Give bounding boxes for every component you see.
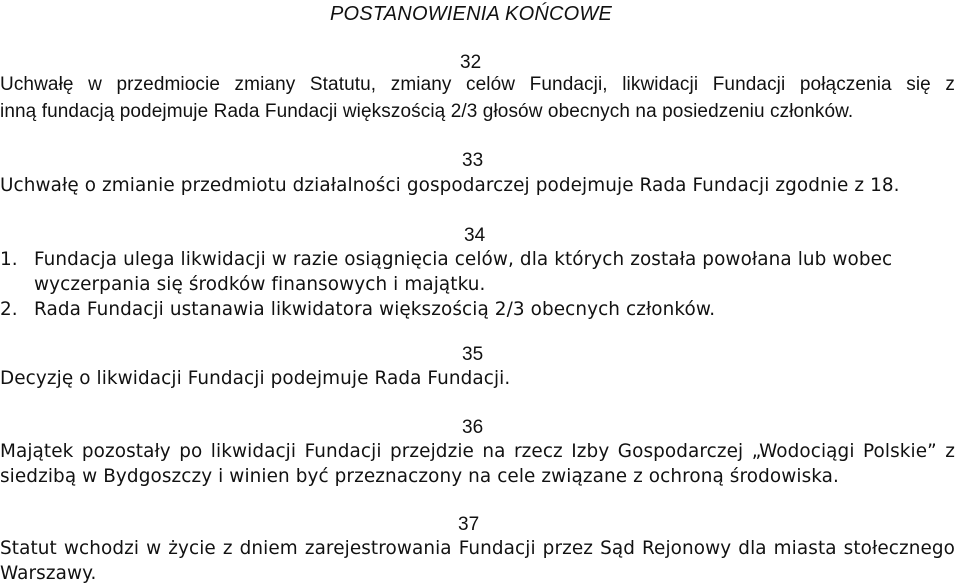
list-item-2-text: Rada Fundacji ustanawia likwidatora większością 2/3 obecnych członków. — [34, 299, 716, 320]
paragraph-number-32: 32 — [460, 52, 482, 73]
paragraph-number-36: 36 — [462, 417, 484, 438]
list-item-1-text: Fundacja ulega likwidacji w razie osiągnięcia celów, dla których została powołana lub wobec — [34, 249, 893, 270]
paragraph-33-line-1: Uchwałę o zmianie przedmiotu działalności gospodarczej podejmuje Rada Fundacji zgodnie z 18. — [0, 175, 900, 196]
paragraph-number-37: 37 — [458, 514, 480, 535]
list-item-1 — [0, 249, 955, 270]
paragraph-32-line-1: Uchwałę w przedmiocie zmiany Statutu, zmiany celów Fundacji, likwidacji Fundacji połączenia się z — [0, 74, 955, 95]
paragraph-number-35: 35 — [462, 344, 484, 365]
list-item-1-number: 1. — [0, 249, 18, 270]
paragraph-35-line-1: Decyzję o likwidacji Fundacji podejmuje Rada Fundacji. — [0, 368, 511, 389]
paragraph-number-34: 34 — [464, 225, 486, 246]
paragraph-37-line-1: Statut wchodzi w życie z dniem zarejestrowania Fundacji przez Sąd Rejonowy dla miasta stołecznego — [0, 538, 955, 559]
paragraph-32-line-2: inną fundacją podejmuje Rada Fundacji większością 2/3 głosów obecnych na posiedzeniu członków. — [0, 101, 854, 122]
paragraph-36-line-2: siedzibą w Bydgoszczy i winien być przeznaczony na cele związane z ochroną środowiska. — [0, 466, 839, 487]
list-item-1-continuation: wyczerpania się środków finansowych i majątku. — [34, 274, 486, 295]
paragraph-37-line-2: Warszawy. — [0, 563, 97, 584]
paragraph-number-33: 33 — [462, 150, 484, 171]
list-item-2-number: 2. — [0, 299, 18, 320]
list-item-2 — [0, 299, 715, 320]
section-heading: POSTANOWIENIA KOŃCOWE — [330, 3, 612, 25]
paragraph-36-line-1: Majątek pozostały po likwidacji Fundacji przejdzie na rzecz Izby Gospodarczej „Wodociągi Polskie” z — [0, 441, 955, 462]
